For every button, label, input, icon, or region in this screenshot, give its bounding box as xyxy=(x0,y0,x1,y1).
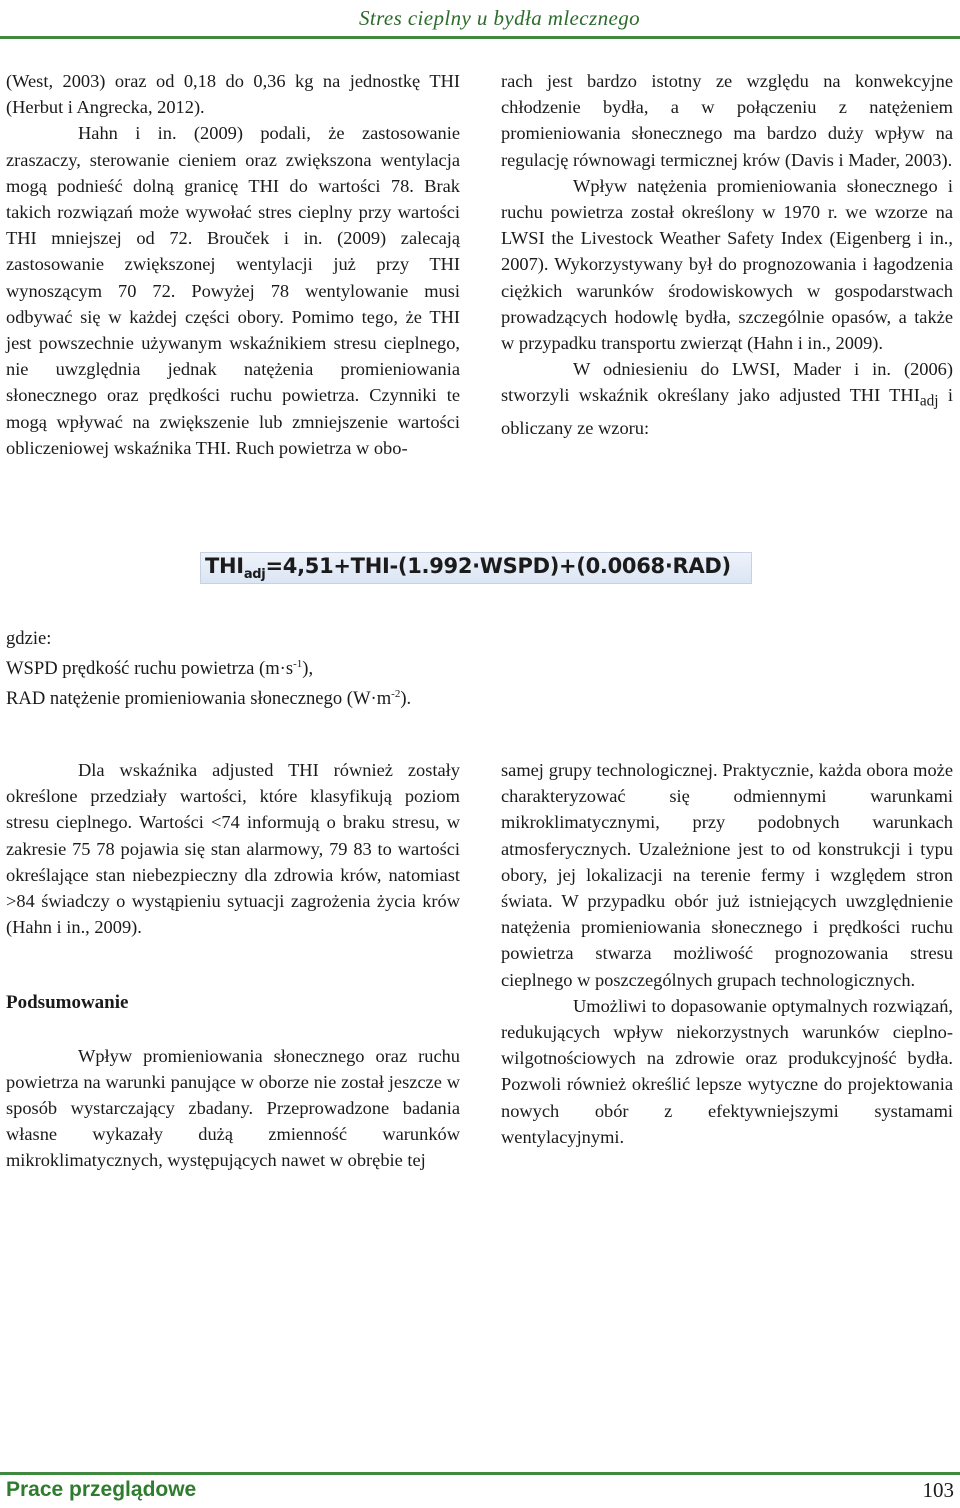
subscript: adj xyxy=(919,393,939,411)
paragraph: Hahn i in. (2009) podali, że zastosowanie zraszaczy, sterowanie cieniem oraz zwiększona wentylacja mogą podnieść dolną granicę THI do wartości 78. Brak takich rozwiązań może wywołać stres cieplny przy wartości THI mniejszej od 72. Brouček i in. (2009) zalecają zastosowanie zwiększonej wentylacji już przy THI wynoszącym 70 72. Powyżej 78 wentylowanie musi odbywać się w każdej części obory. Pomimo tego, że THI jest powszechnie używanym wskaźnikiem stresu cieplnego, nie uwzględnia jednak natężenia promieniowania słonecznego oraz prędkości ruchu powietrza. Czynniki te mogą wpływać na zwiększenie lub zmniejszenie wartości obliczeniowej wskaźnika THI. Ruch powietrza w obo- xyxy=(6,123,460,458)
left-column-top xyxy=(6,68,460,461)
legend-label: gdzie: xyxy=(6,628,52,649)
formula-rhs: =4,51+THI-(1.992·WSPD)+(0.0068·RAD) xyxy=(265,553,731,578)
paragraph: rach jest bardzo istotny ze względu na konwekcyjne chłodzenie bydła, a w połączeniu z natężeniem promieniowania słonecznego ma bardzo duży wpływ na regulację równowagi termicznej krów (Davis i Mader, 2003). xyxy=(501,71,953,170)
text-span: i obliczany ze wzoru: xyxy=(501,385,953,439)
text-span: WSPD prędkość ruchu powietrza (m·s xyxy=(6,658,294,679)
paragraph: Umożliwi to dopasowanie optymalnych rozwiązań, redukujących wpływ niekorzystnych warunków cieplno-wilgotnościowych na zdrowie oraz produkcyjność bydła. Pozwoli również określić lepsze wytyczne do projektowania nowych obór z efektywniejszymi systamami wentylacyjnymi. xyxy=(501,995,953,1147)
right-column-top xyxy=(501,68,953,442)
running-title: Stres cieplny u bydła mlecznego xyxy=(358,6,640,30)
paragraph: Dla wskaźnika adjusted THI również zostały określone przedziały wartości, które klasyfikują poziom stresu cieplnego. Wartości <74 informują o braku stresu, w zakresie 75 78 pojawia się stan alarmowy, 79 83 to wartości określające stan niebezpieczny dla zdrowia krów, natomiast >84 świadczy o wystąpieniu sytuacji zagrożenia życia krów (Hahn i in., 2009). xyxy=(6,760,460,938)
text-span: RAD natężenie promieniowania słonecznego (W·m xyxy=(6,688,392,709)
text-span: ), xyxy=(302,658,314,679)
text-span: W odniesieniu do LWSI, Mader i in. (2006) stworzyli wskaźnik określany jako adjusted THI THI xyxy=(501,359,953,406)
legend-rad xyxy=(6,684,706,714)
header-rule xyxy=(0,36,960,39)
formula-legend xyxy=(6,624,706,714)
text-span: ). xyxy=(400,688,412,709)
right-column-bottom xyxy=(501,757,953,1150)
formula xyxy=(205,554,731,582)
left-column-bottom xyxy=(6,757,460,1174)
legend-wspd xyxy=(6,654,706,684)
formula-subscript: adj xyxy=(243,567,266,583)
formula-lhs: THI xyxy=(205,553,244,578)
paragraph xyxy=(501,356,953,441)
footer-section-title: Prace przeglądowe xyxy=(6,1478,197,1501)
paragraph: (West, 2003) oraz od 0,18 do 0,36 kg na jednostkę THI (Herbut i Angrecka, 2012). xyxy=(6,71,460,118)
paragraph: Wpływ natężenia promieniowania słonecznego i ruchu powietrza został określony w 1970 r. we wzorze na LWSI the Livestock Weather Safety Index (Eigenberg i in., 2007). Wykorzystywany był do prognozowania i łagodzenia ciężkich warunków środowiskowych w gospodarstwach prowadzących hodowlę bydła, szczególnie opasów, a także w przypadku transportu zwierząt (Hahn i in., 2009). xyxy=(501,175,953,354)
paragraph: samej grupy technologicznej. Praktycznie, każda obora może charakteryzować się odmiennymi warunkami mikroklimatycznymi, przy podobnych warunkach atmosferycznych. Uzależnione jest to od konstrukcji i typu obory, jej lokalizacji na terenie fermy i względem stron świata. W przypadku obór już istniejących uwzględnienie natężenia promieniowania słonecznego i prędkości ruchu powietrza stwarza możliwość prognozowania stresu cieplnego w poszczególnych grupach technologicznych. xyxy=(501,760,953,990)
footer-rule xyxy=(0,1472,960,1475)
paragraph: Wpływ promieniowania słonecznego oraz ruchu powietrza na warunki panujące w oborze nie został jeszcze w sposób wystarczający zbadany. Przeprowadzone badania własne wykazały dużą zmienność warunków mikroklimatycznych, występujących nawet w obrębie tej xyxy=(6,1045,460,1171)
section-heading: Podsumowanie xyxy=(6,992,129,1014)
formula-image xyxy=(200,552,752,584)
page-number: 103 xyxy=(922,1478,954,1502)
superscript: -1 xyxy=(293,658,303,670)
running-header xyxy=(0,0,960,40)
superscript: -2 xyxy=(391,688,401,700)
